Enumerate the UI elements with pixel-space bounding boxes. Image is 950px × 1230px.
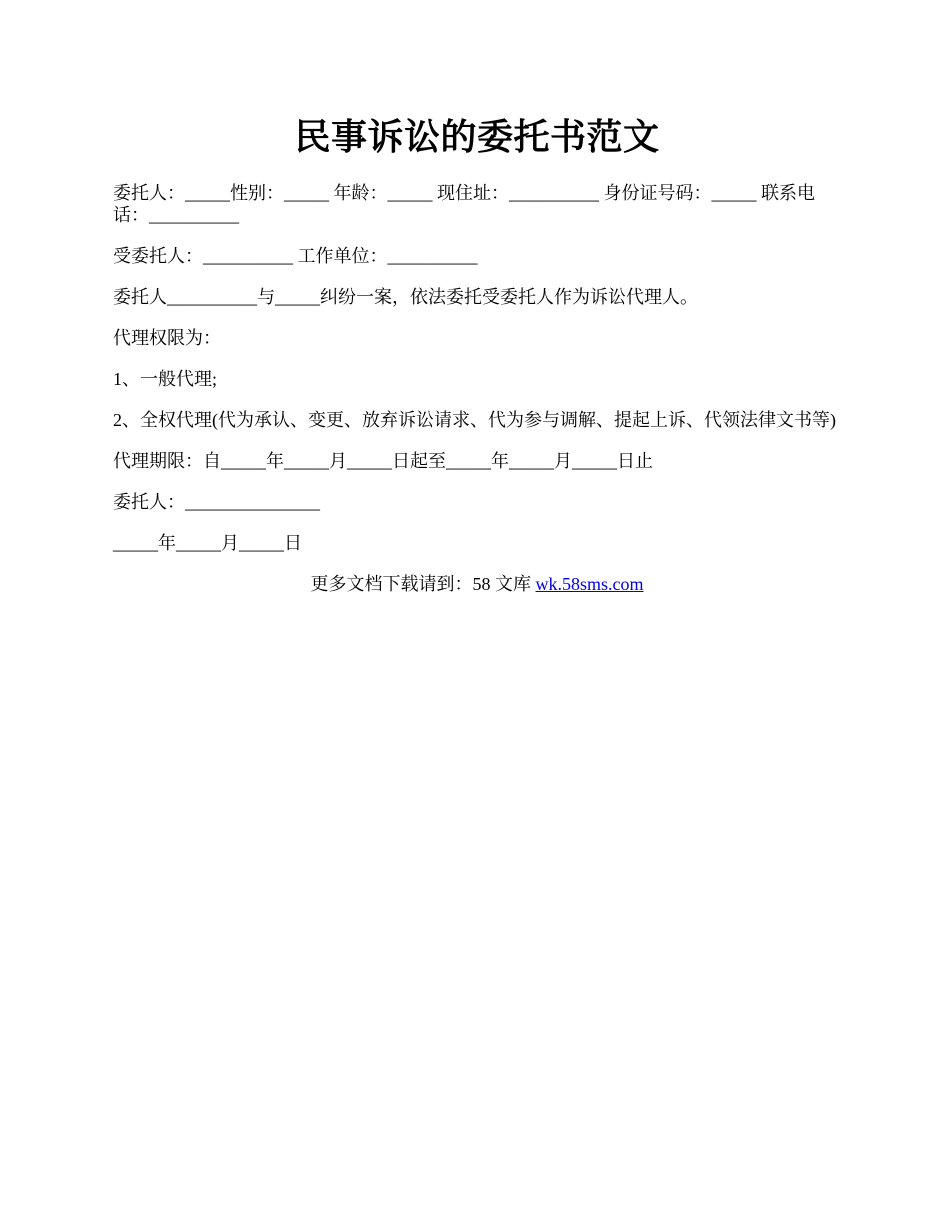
footer-link[interactable]: wk.58sms.com bbox=[535, 574, 644, 594]
signature-date-line: _____年_____月_____日 bbox=[113, 533, 302, 553]
authority-item-full: 2、全权代理(代为承认、变更、放弃诉讼请求、代为参与调解、提起上诉、代领法律文书等) bbox=[113, 410, 836, 430]
principal-signature-line: 委托人：_______________ bbox=[113, 492, 320, 512]
footer-text: 更多文档下载请到：58 文库 bbox=[310, 574, 536, 594]
authority-item-general: 1、一般代理; bbox=[113, 369, 218, 389]
document-title: 民事诉讼的委托书范文 bbox=[294, 117, 660, 157]
authority-heading: 代理权限为： bbox=[113, 328, 221, 348]
case-paragraph: 委托人__________与_____纠纷一案，依法委托受委托人作为诉讼代理人。 bbox=[113, 287, 698, 307]
document-page bbox=[113, 112, 841, 613]
agent-info-paragraph: 受委托人：__________ 工作单位：__________ bbox=[113, 246, 478, 266]
download-footer bbox=[113, 573, 841, 595]
agency-period-paragraph: 代理期限：自_____年_____月_____日起至_____年_____月_____日止 bbox=[113, 451, 653, 471]
principal-info-paragraph: 委托人：_____性别：_____ 年龄：_____ 现住址：__________ 身份证号码：_____ 联系电话：__________ bbox=[113, 183, 815, 225]
